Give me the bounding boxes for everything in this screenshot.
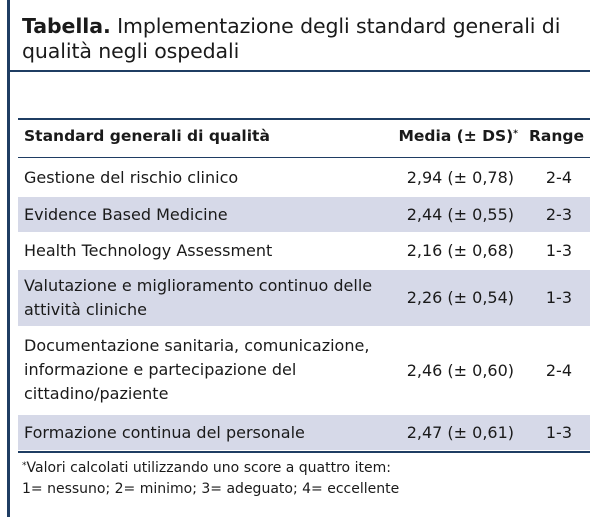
cell-standard: Health Technology Assessment: [24, 241, 273, 260]
table-row: [18, 160, 590, 196]
footnote-mark: *: [22, 461, 27, 471]
cell-mean: 2,26 (± 0,54): [406, 288, 514, 307]
table-top-rule: [18, 118, 590, 120]
table-row: [18, 270, 590, 326]
table-bottom-rule: [18, 451, 590, 453]
table-row: [18, 415, 590, 450]
cell-standard: Formazione continua del personale: [24, 423, 305, 442]
footnote: [22, 458, 582, 500]
header-mean: Media (± DS)*: [398, 127, 518, 145]
table-title: [22, 14, 582, 64]
title-divider: [10, 70, 590, 72]
cell-standard: Evidence Based Medicine: [24, 205, 228, 224]
left-accent-rule: [7, 0, 10, 517]
table-row: [18, 197, 590, 232]
footnote-line-1: *Valori calcolati utilizzando uno score a quattro item:: [22, 460, 391, 476]
table-header-rule: [18, 157, 590, 158]
cell-mean: 2,44 (± 0,55): [406, 205, 514, 224]
table-row: [18, 233, 590, 269]
header-mean-footnote-mark: *: [513, 129, 518, 139]
cell-range: 1-3: [545, 423, 572, 442]
cell-range: 2-4: [545, 168, 572, 187]
header-range: Range: [528, 127, 584, 145]
cell-standard: Valutazione e miglioramento continuo delle attività cliniche: [24, 276, 373, 319]
cell-range: 1-3: [545, 288, 572, 307]
cell-standard: Gestione del rischio clinico: [24, 168, 239, 187]
cell-mean: 2,16 (± 0,68): [406, 241, 514, 260]
cell-mean: 2,46 (± 0,60): [406, 361, 514, 380]
cell-range: 2-4: [545, 361, 572, 380]
footnote-line-2: 1= nessuno; 2= minimo; 3= adeguato; 4= eccellente: [22, 481, 400, 497]
header-standard: Standard generali di qualità: [24, 127, 270, 145]
cell-standard: Documentazione sanitaria, comunicazione, informazione e partecipazione del cittadino/paziente: [24, 336, 370, 403]
cell-mean: 2,47 (± 0,61): [406, 423, 514, 442]
cell-range: 2-3: [545, 205, 572, 224]
cell-range: 1-3: [545, 241, 572, 260]
title-text: Implementazione degli standard generali di qualità negli ospedali: [22, 14, 561, 63]
table-header-row: [18, 124, 590, 152]
cell-mean: 2,94 (± 0,78): [406, 168, 514, 187]
title-lead: Tabella.: [22, 14, 111, 38]
table-row: [18, 329, 590, 414]
